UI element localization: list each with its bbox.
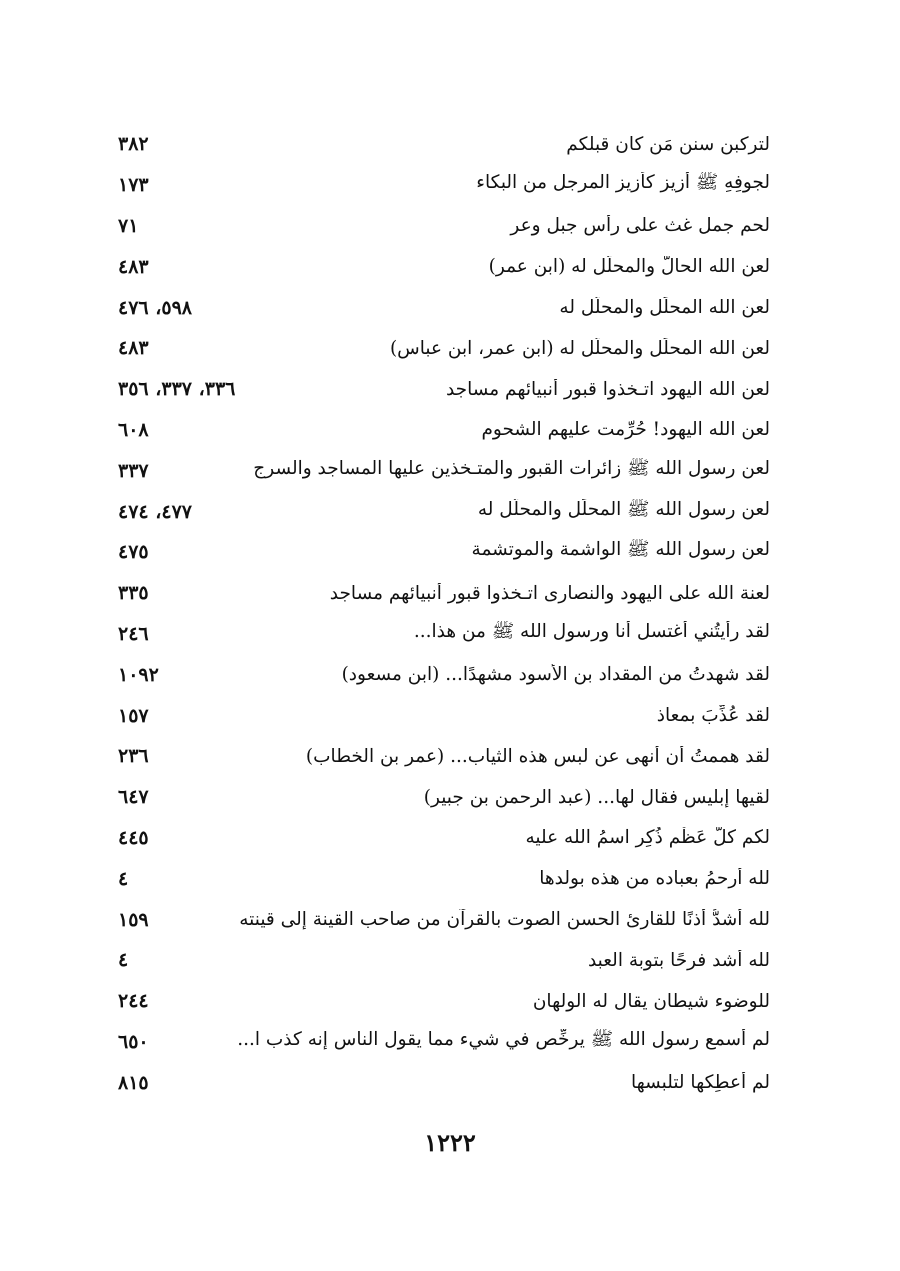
hadith-text: لله أشد فرحًا بتوبة العبد xyxy=(587,949,770,971)
index-entry xyxy=(118,1062,770,1103)
page-references: ٦٤٧ xyxy=(118,786,149,809)
index-entry xyxy=(118,246,770,287)
hadith-text: لله أشدُّ أذنًا للقارئ الحسن الصوت بالقرآن من صاحب القينة إلى قينته xyxy=(239,909,770,931)
hadith-text: لعن الله اليهود! حُرِّمت عليهم الشحوم xyxy=(481,419,770,441)
page-references: ٣٣٦، ٣٣٧، ٣٥٦ xyxy=(118,378,236,401)
hadith-index-list xyxy=(118,124,770,1103)
index-entry xyxy=(118,206,770,247)
page-references: ٤٨٣ xyxy=(118,255,149,278)
hadith-text: لعن الله الحالَّ والمحلَّل له (ابن عمر) xyxy=(488,256,770,278)
hadith-text: لله أرحمُ بعباده من هذه بولدها xyxy=(539,868,770,890)
hadith-text: لعن رسول الله ﷺ المحلِّل والمحلَّل له xyxy=(477,498,770,520)
index-entry xyxy=(118,369,770,410)
index-entry xyxy=(118,573,770,614)
index-entry xyxy=(118,858,770,899)
hadith-text: لتركبن سنن مَن كان قبلكم xyxy=(566,133,770,155)
page-references: ١٥٧ xyxy=(118,704,149,727)
hadith-text: لجوفِهِ ﷺ أزيز كأزيز المرجل من البكاء xyxy=(476,172,770,194)
page-references: ٤٤٥ xyxy=(118,826,149,849)
hadith-text: لقد عُذِّبَ بمعاذ xyxy=(656,705,770,727)
index-entry xyxy=(118,614,770,655)
index-entry xyxy=(118,654,770,695)
index-entry xyxy=(118,695,770,736)
hadith-text: لكم كلُّ عَظْمٍ ذُكِر اسمُ الله عليه xyxy=(525,827,770,849)
page-references: ١٠٩٢ xyxy=(118,663,159,686)
page-references: ٢٣٦ xyxy=(118,745,149,768)
page-references: ٧١ xyxy=(118,214,139,237)
index-entry xyxy=(118,287,770,328)
page-references: ٤٧٧، ٤٧٤ xyxy=(118,500,192,523)
index-entry xyxy=(118,165,770,206)
hadith-text: للوضوء شيطان يقال له الولهان xyxy=(532,990,770,1012)
hadith-text: لعنة الله على اليهود والنصارى اتـخذوا قبور أنبيائهم مساجد xyxy=(329,582,770,604)
page-references: ٤ xyxy=(118,867,129,890)
page-references: ٨١٥ xyxy=(118,1071,149,1094)
hadith-text: لعن الله اليهود اتـخذوا قبور أنبيائهم مساجد xyxy=(445,378,770,400)
index-entry xyxy=(118,818,770,859)
page-references: ٣٣٥ xyxy=(118,582,149,605)
hadith-text: لقد هممتُ أن أنهى عن لبس هذه الثياب... (عمر بن الخطاب) xyxy=(305,745,770,767)
page-references: ٣٣٧ xyxy=(118,459,149,482)
page-references: ٢٤٦ xyxy=(118,622,149,645)
page-references: ٤٨٣ xyxy=(118,337,149,360)
page-references: ٥٩٨، ٤٧٦ xyxy=(118,296,192,319)
page-number: ١٢٢٢ xyxy=(424,1128,476,1157)
index-entry xyxy=(118,450,770,491)
hadith-text: لم أُعطِكها لتلبسها xyxy=(630,1072,770,1094)
hadith-text: لعن رسول الله ﷺ زائرات القبور والمتـخذين عليها المساجد والسرج xyxy=(253,457,770,479)
hadith-text: لعن الله المحلِّل والمحلَّل له (ابن عمر، ابن عباس) xyxy=(389,337,770,359)
index-entry xyxy=(118,491,770,532)
page-references: ١٧٣ xyxy=(118,174,149,197)
hadith-text: لقد رأيتُني أغتسل أنا ورسول الله ﷺ من هذا... xyxy=(413,620,770,642)
index-entry xyxy=(118,410,770,451)
index-entry xyxy=(118,981,770,1022)
index-entry xyxy=(118,777,770,818)
page-references: ٦٠٨ xyxy=(118,418,149,441)
index-entry xyxy=(118,124,770,165)
page-references: ١٥٩ xyxy=(118,908,149,931)
hadith-text: لم أسمع رسول الله ﷺ يرخِّص في شيء مما يقول الناس إنه كذب ا... xyxy=(237,1028,770,1050)
page-references: ٣٨٢ xyxy=(118,133,149,156)
index-entry xyxy=(118,736,770,777)
hadith-text: لعن رسول الله ﷺ الواشمة والموتشمة xyxy=(471,539,770,561)
page-references: ٦٥٠ xyxy=(118,1030,149,1053)
index-entry xyxy=(118,899,770,940)
page-references: ٤٧٥ xyxy=(118,541,149,564)
index-entry xyxy=(118,328,770,369)
hadith-text: لقيها إبليس فقال لها... (عبد الرحمن بن جبير) xyxy=(423,786,770,808)
hadith-text: لقد شهدتُ من المقداد بن الأسود مشهدًا... (ابن مسعود) xyxy=(341,664,770,686)
index-entry xyxy=(118,940,770,981)
index-entry xyxy=(118,1022,770,1063)
hadith-text: لعن الله المحلِّل والمحلَّل له xyxy=(559,297,770,319)
hadith-text: لحم جمل غث على رأس جبل وعر xyxy=(510,215,770,237)
page-references: ٤ xyxy=(118,949,129,972)
index-entry xyxy=(118,532,770,573)
page-references: ٢٤٤ xyxy=(118,990,149,1013)
